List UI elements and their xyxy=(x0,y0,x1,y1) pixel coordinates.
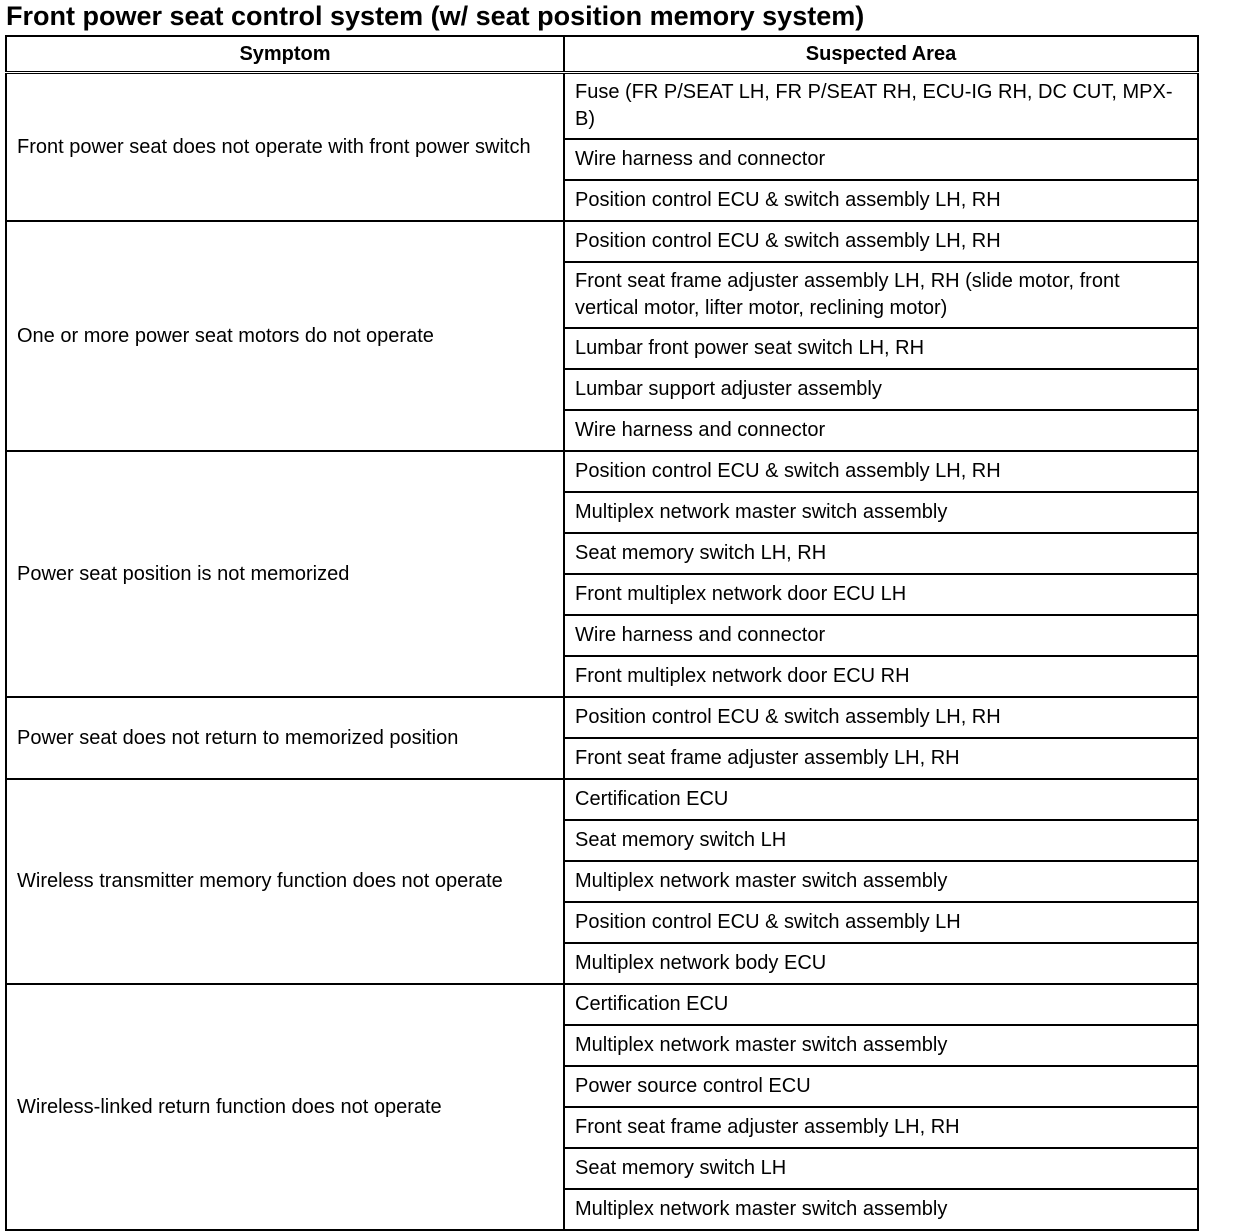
suspected-area-cell: Multiplex network master switch assembly xyxy=(564,861,1198,902)
suspected-area-cell: Position control ECU & switch assembly LH, RH xyxy=(564,451,1198,492)
symptom-cell: Power seat does not return to memorized position xyxy=(6,697,564,779)
table-row xyxy=(6,73,1198,140)
suspected-area-cell: Position control ECU & switch assembly LH, RH xyxy=(564,221,1198,262)
suspected-area-cell: Wire harness and connector xyxy=(564,410,1198,451)
header-suspected-area: Suspected Area xyxy=(564,36,1198,73)
suspected-area-cell: Seat memory switch LH xyxy=(564,820,1198,861)
suspected-area-cell: Front multiplex network door ECU RH xyxy=(564,656,1198,697)
table-body xyxy=(6,73,1198,1231)
symptom-cell: Wireless-linked return function does not operate xyxy=(6,984,564,1230)
table-header xyxy=(6,36,1198,73)
suspected-area-cell: Multiplex network master switch assembly xyxy=(564,492,1198,533)
suspected-area-cell: Certification ECU xyxy=(564,779,1198,820)
page-title: Front power seat control system (w/ seat position memory system) xyxy=(6,1,865,31)
symptom-cell: Wireless transmitter memory function does not operate xyxy=(6,779,564,984)
symptom-cell: One or more power seat motors do not operate xyxy=(6,221,564,451)
symptom-cell: Power seat position is not memorized xyxy=(6,451,564,697)
suspected-area-cell: Front multiplex network door ECU LH xyxy=(564,574,1198,615)
symptom-cell: Front power seat does not operate with front power switch xyxy=(6,73,564,222)
suspected-area-cell: Wire harness and connector xyxy=(564,615,1198,656)
suspected-area-cell: Multiplex network master switch assembly xyxy=(564,1025,1198,1066)
suspected-area-cell: Position control ECU & switch assembly LH, RH xyxy=(564,180,1198,221)
suspected-area-cell: Front seat frame adjuster assembly LH, RH xyxy=(564,738,1198,779)
suspected-area-cell: Lumbar support adjuster assembly xyxy=(564,369,1198,410)
suspected-area-cell: Seat memory switch LH xyxy=(564,1148,1198,1189)
table-row xyxy=(6,697,1198,738)
suspected-area-cell: Position control ECU & switch assembly LH xyxy=(564,902,1198,943)
suspected-area-cell: Seat memory switch LH, RH xyxy=(564,533,1198,574)
suspected-area-cell: Front seat frame adjuster assembly LH, RH (slide motor, front vertical motor, lifter motor, reclining motor) xyxy=(564,262,1198,328)
suspected-area-cell: Power source control ECU xyxy=(564,1066,1198,1107)
suspected-area-cell: Multiplex network master switch assembly xyxy=(564,1189,1198,1230)
table-row xyxy=(6,984,1198,1025)
suspected-area-cell: Position control ECU & switch assembly LH, RH xyxy=(564,697,1198,738)
header-symptom: Symptom xyxy=(6,36,564,73)
table-row xyxy=(6,779,1198,820)
suspected-area-cell: Certification ECU xyxy=(564,984,1198,1025)
suspected-area-cell: Multiplex network body ECU xyxy=(564,943,1198,984)
suspected-area-cell: Lumbar front power seat switch LH, RH xyxy=(564,328,1198,369)
table-row xyxy=(6,221,1198,262)
header-row xyxy=(6,36,1198,73)
trouble-table xyxy=(5,35,1199,1231)
suspected-area-cell: Fuse (FR P/SEAT LH, FR P/SEAT RH, ECU-IG RH, DC CUT, MPX-B) xyxy=(564,73,1198,140)
table-row xyxy=(6,451,1198,492)
suspected-area-cell: Wire harness and connector xyxy=(564,139,1198,180)
suspected-area-cell: Front seat frame adjuster assembly LH, RH xyxy=(564,1107,1198,1148)
